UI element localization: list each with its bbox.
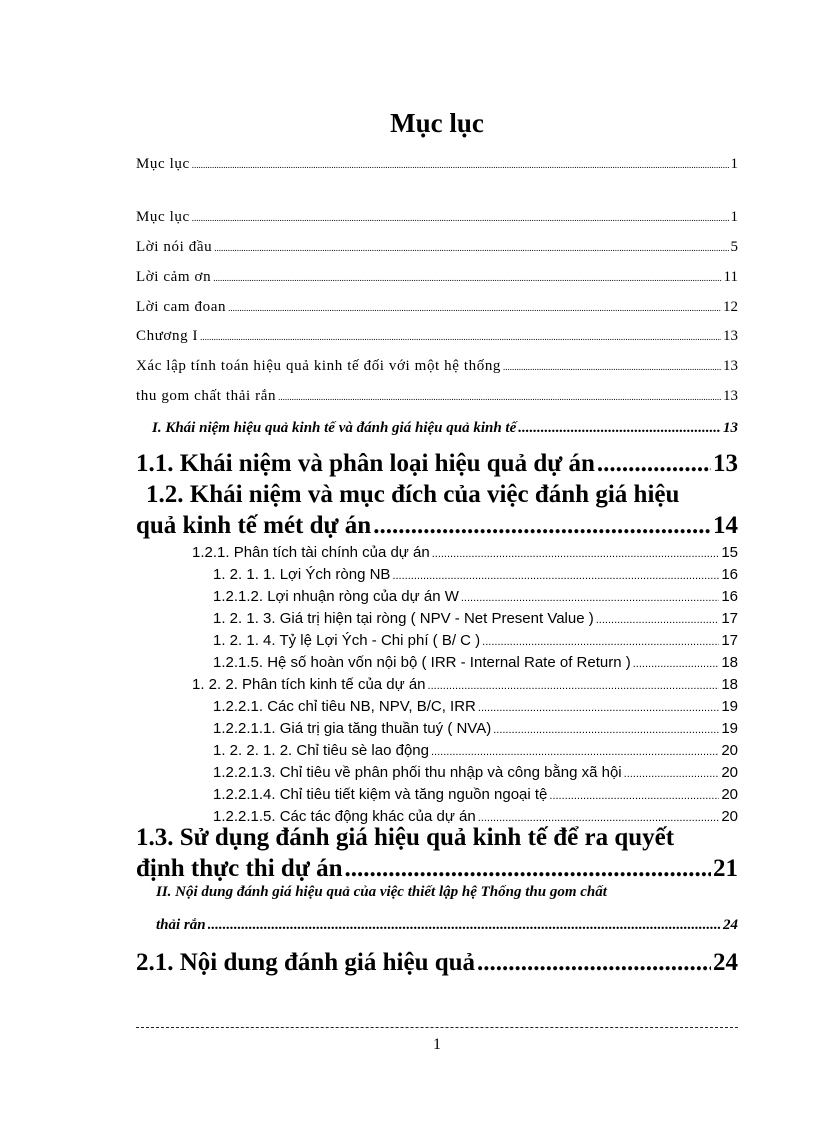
toc-section-heading-cont[interactable] [136,512,738,540]
toc-entry-label: 1.2.2.1.5. Các tác động khác của dự án [213,808,476,825]
toc-subentry[interactable] [213,742,738,759]
dot-leader [549,786,719,803]
dot-leader [213,269,721,286]
dot-leader [431,742,719,759]
toc-entry-label: 1. 2. 1. 1. Lợi Ých ròng NB [213,566,391,583]
toc-entry-label: định thực thi dự án [136,855,343,882]
dot-leader [392,566,719,583]
toc-entry-page: 24 [723,917,738,933]
dot-leader [503,358,721,375]
toc-part-heading[interactable] [152,420,738,437]
dot-leader [633,654,720,671]
toc-entry-page: 14 [713,512,738,539]
toc-entry-page: 13 [723,328,738,344]
toc-entry-label: 1.2.2.1. Các chỉ tiêu NB, NPV, B/C, IRR [213,698,476,715]
toc-entry-page: 24 [713,949,738,976]
toc-entry-label: 1.2.1. Phân tích tài chính của dự án [192,544,430,561]
dot-leader [214,239,728,256]
toc-entry-label: Xác lập tính toán hiệu quả kinh tế đối với một hệ thống [136,358,502,374]
toc-entry-page: 20 [721,808,738,825]
toc-section-heading[interactable] [146,481,738,509]
toc-entry-label: 1.2.2.1.1. Giá trị gia tăng thuần tuý ( NVA) [213,720,492,737]
toc-entry-page: 15 [721,544,738,561]
toc-entry-page: 13 [723,388,738,404]
toc-entry-label: 1. 2. 2. Phân tích kinh tế của dự án [192,676,426,693]
toc-subentry[interactable] [213,654,738,671]
toc-entry-label: 1.1. Khái niệm và phân loại hiệu quả dự án [136,450,595,477]
footer-divider [136,1027,738,1028]
dot-leader [432,544,720,561]
toc-entry-page: 13 [713,450,738,477]
dot-leader [477,949,711,977]
toc-part-heading-cont[interactable] [156,917,738,934]
toc-entry[interactable] [136,358,738,375]
toc-entry-page: 5 [730,239,738,255]
dot-leader [478,698,719,715]
dot-leader [428,676,720,693]
toc-section-heading-cont[interactable] [136,855,738,883]
toc-entry-page: 17 [721,632,738,649]
toc-entry-page: 17 [721,610,738,627]
toc-entry-page: 19 [721,720,738,737]
toc-entry-label: 1. 2. 1. 3. Giá trị hiện tại ròng ( NPV - Net Present Value ) [213,610,594,627]
toc-entry-label: thải rắn [156,917,206,933]
page-title: Mục lục [390,108,484,138]
toc-entry-label: Lời nói đầu [136,239,213,255]
dot-leader [518,420,721,437]
dot-leader [373,512,711,540]
toc-subentry[interactable] [192,676,738,693]
dot-leader [596,610,720,627]
dot-leader [482,632,719,649]
toc-section-heading[interactable] [136,450,738,478]
dot-leader [228,299,721,316]
toc-entry-label: 1. 2. 2. 1. 2. Chỉ tiêu sè lao động [213,742,429,759]
toc-entry[interactable] [136,299,738,316]
toc-entry-label: 1.2.2.1.3. Chỉ tiêu về phân phối thu nhập và công bằng xã hội [213,764,622,781]
toc-entry-label: 1.2.1.2. Lợi nhuận ròng của dự án W [213,588,459,605]
toc-entry-page: 13 [723,420,738,436]
toc-entry-page: 1 [730,209,738,225]
toc-entry-page: 12 [723,299,738,315]
dot-leader [597,450,711,478]
toc-subentry[interactable] [213,632,738,649]
toc-entry-label: Mục lục [136,209,190,225]
toc-subentry[interactable] [213,698,738,715]
toc-entry-page: 20 [721,764,738,781]
toc-subentry[interactable] [213,720,738,737]
dot-leader [192,209,729,226]
toc-entry-label: 1.2. Khái niệm và mục đích của việc đánh giá hiệu [146,481,680,508]
toc-entry-label: 2.1. Nội dung đánh giá hiệu quả [136,949,476,976]
toc-entry[interactable] [136,388,738,405]
dot-leader [192,156,729,173]
toc-subentry[interactable] [213,588,738,605]
toc-entry-label: 1.2.2.1.4. Chỉ tiêu tiết kiệm và tăng nguồn ngoại tệ [213,786,548,803]
toc-entry-page: 1 [730,156,738,172]
toc-entry-label: thu gom chất thải rắn [136,388,277,404]
toc-section-heading[interactable] [136,824,738,852]
toc-entry-label: 1.2.1.5. Hệ số hoàn vốn nội bộ ( IRR - Internal Rate of Return ) [213,654,631,671]
toc-entry-label: Chương I [136,328,199,344]
toc-entry-page: 20 [721,742,738,759]
toc-entry-label: 1.3. Sử dụng đánh giá hiệu quả kinh tế để ra quyết [136,824,675,851]
dot-leader [208,917,721,934]
toc-entry-page: 16 [721,588,738,605]
dot-leader [200,328,721,345]
toc-entry[interactable] [136,239,738,256]
toc-entry-page: 20 [721,786,738,803]
dot-leader [461,588,719,605]
toc-entry[interactable] [136,328,738,345]
dot-leader [493,720,719,737]
toc-entry-page: 16 [721,566,738,583]
toc-entry-label: Lời cảm ơn [136,269,212,285]
toc-subentry[interactable] [213,786,738,803]
toc-entry-page: 21 [713,855,738,882]
toc-entry[interactable] [136,156,738,173]
toc-subentry[interactable] [192,544,738,561]
toc-part-heading[interactable] [156,884,738,901]
toc-entry-page: 13 [723,358,738,374]
dot-leader [344,855,711,883]
toc-subentry[interactable] [213,808,738,825]
toc-entry-label: 1. 2. 1. 4. Tỷ lệ Lợi Ých - Chi phí ( B/ C ) [213,632,481,649]
toc-section-heading[interactable] [136,949,738,977]
toc-subentry[interactable] [213,610,738,627]
dot-leader [624,764,720,781]
page-number: 1 [433,1036,441,1053]
toc-entry-label: Mục lục [136,156,190,172]
toc-entry-page: 18 [721,654,738,671]
toc-subentry[interactable] [213,764,738,781]
toc-entry-label: I. Khái niệm hiệu quả kinh tế và đánh giá hiệu quả kinh tế [152,420,517,436]
toc-entry-label: quả kinh tế mét dự án [136,512,372,539]
toc-entry[interactable] [136,269,738,286]
toc-subentry[interactable] [213,566,738,583]
dot-leader [278,388,721,405]
toc-entry[interactable] [136,209,738,226]
toc-entry-label: Lời cam đoan [136,299,227,315]
toc-entry-page: 18 [721,676,738,693]
toc-entry-label: II. Nội dung đánh giá hiệu quả của việc thiết lập hệ Thống thu gom chất [156,884,607,900]
toc-entry-page: 11 [723,269,738,285]
toc-entry-page: 19 [721,698,738,715]
dot-leader [478,808,720,825]
